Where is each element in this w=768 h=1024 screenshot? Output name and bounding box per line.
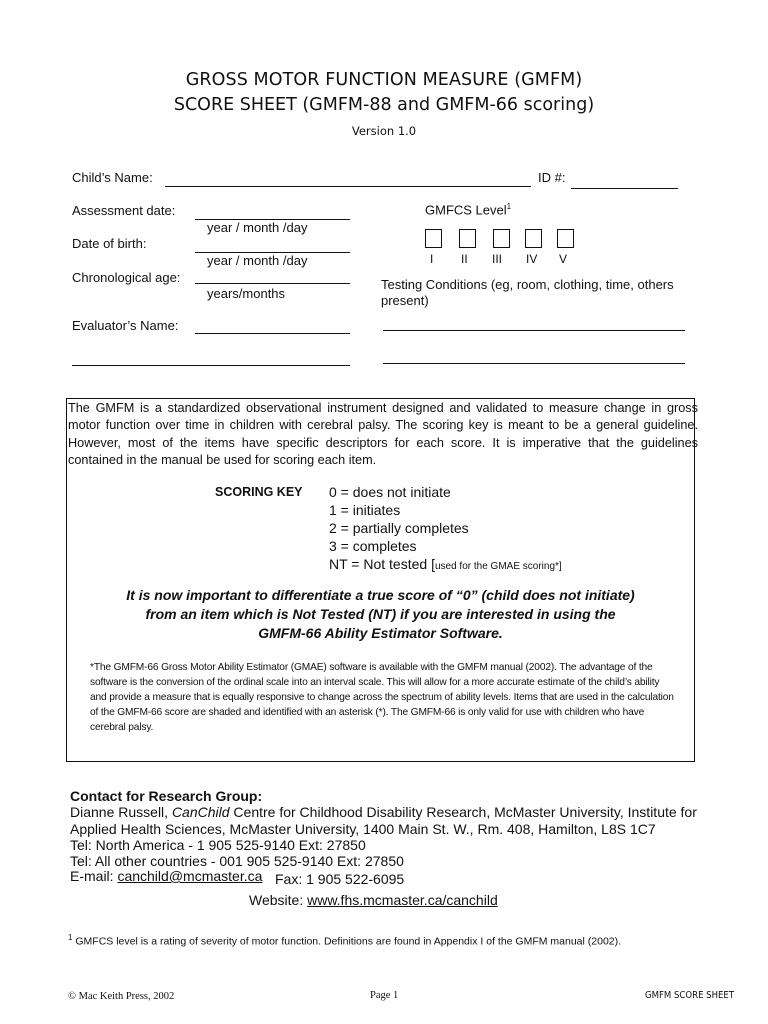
copyright: © Mac Keith Press, 2002 [68,991,175,1002]
gmfcs-footnote-text: GMFCS level is a rating of severity of motor function. Definitions are found in Appendix I of the GMFM manual (2002). [72,935,622,948]
intro-paragraph: The GMFM is a standardized observational instrument designed and validated to measure change in gross motor function over time in children with cerebral palsy. The scoring key is meant to be a general guideline. However, most of the items have specific descriptors for each score. It is imperative that the guidelines contained in the manual be used for scoring each item. [68,401,698,467]
gmfcs-level-5-checkbox[interactable] [557,229,574,248]
evaluator-label: Evaluator’s Name: [72,318,179,333]
gmfcs-level-2-label: II [461,252,468,266]
id-label: ID #: [538,170,566,185]
testing-conditions-field[interactable] [383,330,685,331]
contact-tel-other: Tel: All other countries - 001 905 525-9140 Ext: 27850 [70,853,404,869]
contact-tel-na: Tel: North America - 1 905 525-9140 Ext: 27850 [70,837,366,853]
website-link[interactable]: www.fhs.mcmaster.ca/canchild [307,892,498,908]
gmfcs-level-4-checkbox[interactable] [525,229,542,248]
contact-email-link[interactable]: canchild@mcmaster.ca [117,868,263,884]
contact-org-italic: CanChild [171,804,230,820]
evaluator-field[interactable] [195,333,350,334]
child-name-field[interactable] [165,186,531,187]
dob-label: Date of birth: [72,236,147,251]
page-number: Page 1 [370,990,399,1001]
gmfcs-footnote [68,933,621,948]
document-subtitle: SCORE SHEET (GMFM-88 and GMFM-66 scoring) [173,95,595,115]
contact-name: Dianne Russell, [70,804,172,820]
scoring-key-3: 3 = completes [329,538,417,554]
gmfcs-footnote-marker: 1 [506,202,512,211]
sheet-name: GMFM SCORE SHEET [645,990,735,1001]
gmfcs-level-3-label: III [492,252,503,266]
scoring-key-1: 1 = initiates [329,502,401,518]
scoring-key-label: SCORING KEY [215,485,303,499]
important-note-line1: It is now important to differentiate a true score of “0” (child does not initiate) [126,587,635,603]
document-title: GROSS MOTOR FUNCTION MEASURE (GMFM) [185,70,583,90]
gmae-footnote: *The GMFM-66 Gross Motor Ability Estimator (GMAE) software is available with the GMFM manual (2002). The advantage of the software is the conversion of the ordinal scale into an interval scale. This will allow for a more accurate estimate of the child’s ability and provide a measure that is equally responsive to change across the spectrum of ability levels. Items that are used in the calculation of the GMFM-66 score are shaded and identified with an asterisk (*). The GMFM-66 is only valid for use with children who have cerebral palsy. [90,662,674,733]
assessment-date-hint: year / month /day [207,220,308,235]
child-name-label: Child’s Name: [72,170,153,185]
gmfcs-level-1-label: I [430,252,434,266]
gmfcs-label [425,202,511,217]
gmfcs-label-text: GMFCS Level [425,202,507,218]
chrono-age-field[interactable] [195,283,350,284]
scoring-key-0: 0 = does not initiate [329,484,451,500]
scoring-key-nt [329,556,562,572]
gmfcs-level-1-checkbox[interactable] [425,229,442,248]
contact-org-rest: Centre for Childhood Disability Research, McMaster University, Institute for [229,804,697,820]
important-note-line3: GMFM-66 Ability Estimator Software. [258,625,503,641]
contact-email-label: E-mail: [70,868,118,884]
chrono-age-label: Chronological age: [72,270,181,285]
website-row [249,892,498,908]
gmfcs-level-3-checkbox[interactable] [493,229,510,248]
testing-conditions-field-line2[interactable] [383,363,685,364]
contact-heading: Contact for Research Group: [70,788,263,804]
gmfcs-level-4-label: IV [526,252,538,266]
contact-address-line2: Applied Health Sciences, McMaster University, 1400 Main St. W., Rm. 408, Hamilton, L8S 1C7 [70,821,656,837]
gmfcs-footnote-number: 1 [68,933,73,942]
contact-address-line1 [70,804,697,820]
assessment-date-label: Assessment date: [72,203,176,218]
gmfcs-level-5-label: V [559,252,568,266]
gmfcs-level-2-checkbox[interactable] [459,229,476,248]
contact-fax: Fax: 1 905 522-6095 [275,871,405,887]
important-note-line2: from an item which is Not Tested (NT) if you are interested in using the [145,606,616,622]
evaluator-field-line2[interactable] [72,365,350,366]
scoring-key-2: 2 = partially completes [329,520,469,536]
id-field[interactable] [571,188,678,189]
dob-hint: year / month /day [207,253,308,268]
chrono-age-hint: years/months [207,286,286,301]
scoring-key-nt-text: NT = Not tested [ [329,556,435,572]
scoring-key-nt-note: used for the GMAE scoring*] [434,561,562,572]
version-label: Version 1.0 [351,124,417,138]
website-label: Website: [249,892,308,908]
testing-conditions-label: Testing Conditions (eg, room, clothing, time, others present) [381,277,674,308]
contact-email-row [70,868,262,884]
